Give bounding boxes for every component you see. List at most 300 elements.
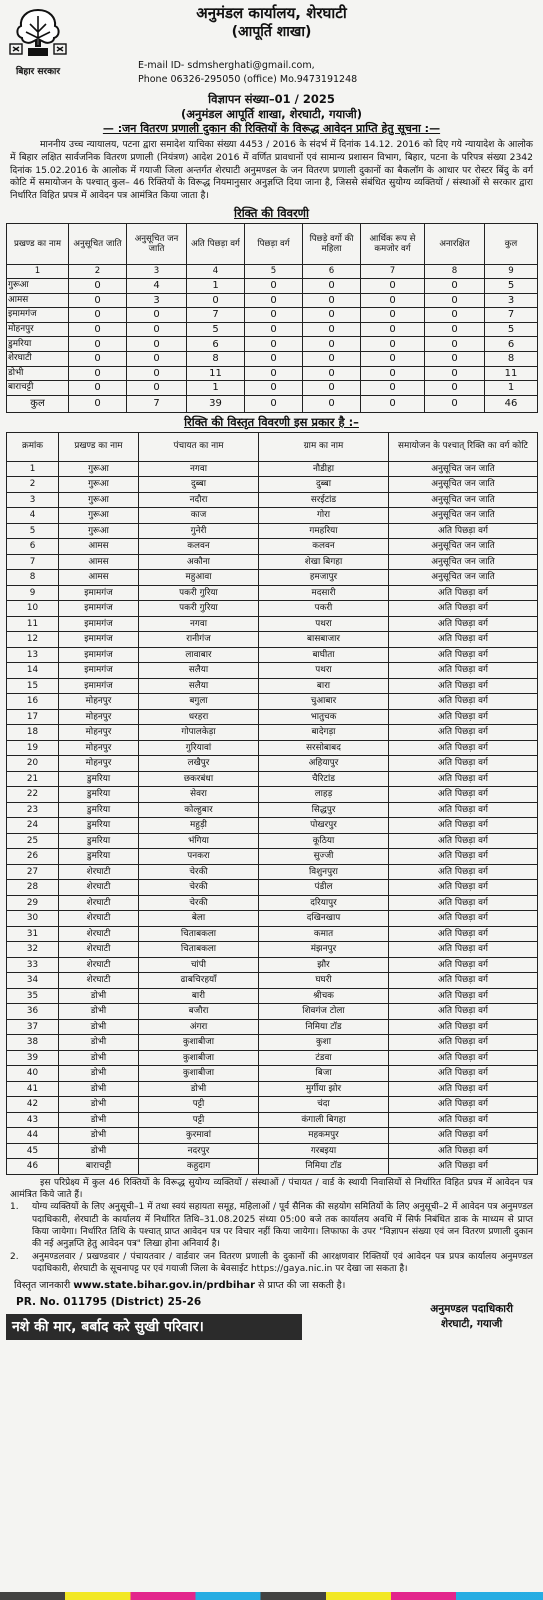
category-cell: अति पिछड़ा वर्ग bbox=[389, 1019, 538, 1035]
table-row bbox=[7, 539, 538, 555]
category-cell: अति पिछड़ा वर्ग bbox=[389, 818, 538, 834]
village-cell: पंडील bbox=[259, 880, 389, 896]
block-cell: डोभी bbox=[59, 1019, 139, 1035]
block-cell: मोहनपुर bbox=[59, 709, 139, 725]
serial-cell: 37 bbox=[7, 1019, 59, 1035]
note-number: 1. bbox=[10, 1202, 19, 1213]
panchayat-cell: बजौरा bbox=[139, 1004, 259, 1020]
serial-cell: 11 bbox=[7, 616, 59, 632]
block-cell: इमामगंज bbox=[59, 616, 139, 632]
category-cell: अति पिछड़ा वर्ग bbox=[389, 771, 538, 787]
office-name: अनुमंडल कार्यालय, शेरघाटी bbox=[196, 4, 347, 22]
notes-section bbox=[10, 1177, 533, 1275]
panchayat-cell: चांपी bbox=[139, 957, 259, 973]
note-number: 2. bbox=[10, 1251, 19, 1262]
block-cell: डुमरिया bbox=[59, 833, 139, 849]
village-cell: निमिया टॉड bbox=[259, 1159, 389, 1175]
table-row bbox=[7, 351, 538, 366]
block-cell: डोभी bbox=[59, 1112, 139, 1128]
table-header-cell: ग्राम का नाम bbox=[259, 432, 389, 461]
category-cell: अति पिछड़ा वर्ग bbox=[389, 585, 538, 601]
table-row bbox=[7, 278, 538, 293]
village-cell: दरियापुर bbox=[259, 895, 389, 911]
column-number-row bbox=[7, 264, 538, 278]
serial-cell: 45 bbox=[7, 1143, 59, 1159]
count-cell: 0 bbox=[361, 351, 425, 366]
category-cell: अति पिछड़ा वर्ग bbox=[389, 663, 538, 679]
block-cell: शेरघाटी bbox=[59, 895, 139, 911]
email-text: E-mail ID- sdmsherghati@gmail.com, bbox=[138, 60, 315, 71]
table-row bbox=[7, 1050, 538, 1066]
category-cell: अति पिछड़ा वर्ग bbox=[389, 802, 538, 818]
table-row bbox=[7, 508, 538, 524]
serial-cell: 28 bbox=[7, 880, 59, 896]
block-name-cell: डोभी bbox=[7, 366, 69, 381]
serial-cell: 3 bbox=[7, 492, 59, 508]
panchayat-cell: रानीगंज bbox=[139, 632, 259, 648]
column-number-cell: 5 bbox=[245, 264, 303, 278]
more-info-prefix: विस्तृत जानकारी bbox=[14, 1280, 71, 1292]
table-row bbox=[7, 585, 538, 601]
total-count-cell: 0 bbox=[69, 395, 127, 412]
block-cell: इमामगंज bbox=[59, 663, 139, 679]
category-cell: अनुसूचित जन जाति bbox=[389, 461, 538, 477]
village-cell: गोरा bbox=[259, 508, 389, 524]
block-cell: डुमरिया bbox=[59, 771, 139, 787]
panchayat-cell: छकरबंधा bbox=[139, 771, 259, 787]
village-cell: श्रीचक bbox=[259, 988, 389, 1004]
panchayat-cell: गुनेरी bbox=[139, 523, 259, 539]
website-link[interactable]: www.state.bihar.gov.in/prdbihar bbox=[73, 1280, 256, 1292]
category-cell: अति पिछड़ा वर्ग bbox=[389, 678, 538, 694]
count-cell: 7 bbox=[187, 308, 245, 323]
panchayat-cell: पट्टी bbox=[139, 1097, 259, 1113]
serial-cell: 19 bbox=[7, 740, 59, 756]
serial-cell: 31 bbox=[7, 926, 59, 942]
category-cell: अति पिछड़ा वर्ग bbox=[389, 1097, 538, 1113]
count-cell: 0 bbox=[245, 278, 303, 293]
count-cell: 0 bbox=[425, 337, 485, 352]
table-row bbox=[7, 461, 538, 477]
category-cell: अति पिछड़ा वर्ग bbox=[389, 1035, 538, 1051]
count-cell: 0 bbox=[425, 322, 485, 337]
panchayat-cell: बेला bbox=[139, 911, 259, 927]
category-cell: अति पिछड़ा वर्ग bbox=[389, 709, 538, 725]
village-cell: कमात bbox=[259, 926, 389, 942]
block-cell: शेरघाटी bbox=[59, 942, 139, 958]
block-cell: मोहनपुर bbox=[59, 694, 139, 710]
block-name-cell: बाराचट्टी bbox=[7, 381, 69, 396]
count-cell: 0 bbox=[361, 293, 425, 308]
serial-cell: 23 bbox=[7, 802, 59, 818]
intro-paragraph: माननीय उच्च न्यायालय, पटना द्वारा समादेश याचिका संख्या 4453 / 2016 के संदर्भ में दिनांक 14.12. 2016 को दिए गये न्यायादेश के आलोक में बिहार लक्षित सार्वजनिक वितरण प्रणाली (नियंत्रण) आदेश 2016 में वर्णित प्रावधानों एवं सामान्य प्रशासन विभाग, बिहार, पटना के परिपत्र संख्या 2342 दिनांक 15.02.2016 के आलोक में गयाजी जिला अन्तर्गत शेरघाटी अनुमण्डल के जन वितरण प्रणाली दुकानों का बैकलॉग के आधार पर रोस्टर बिंदु के वर्ग कोटि में समायोजन के पश्चात् कुल– 46 रिक्तियों के विरूद्ध नियमानुसार अनुज्ञप्ति दिया जाना है, जिससे संबंधित सुयोग्य व्यक्तियों / संस्थाओं से सरकार द्वारा निर्धारित विहित प्रपत्र में आवेदन पत्र आमंत्रित किया जाता है। bbox=[10, 139, 533, 202]
village-cell: झौर bbox=[259, 957, 389, 973]
table-row bbox=[7, 1143, 538, 1159]
table-row bbox=[7, 601, 538, 617]
logo-caption: बिहार सरकार bbox=[15, 67, 61, 77]
advert-number: विज्ञापन संख्या–01 / 2025 bbox=[208, 92, 335, 106]
count-cell: 0 bbox=[425, 366, 485, 381]
village-cell: कुशा bbox=[259, 1035, 389, 1051]
serial-cell: 9 bbox=[7, 585, 59, 601]
block-cell: गुरूआ bbox=[59, 477, 139, 493]
count-cell: 0 bbox=[303, 337, 361, 352]
total-count-cell: 39 bbox=[187, 395, 245, 412]
panchayat-cell: पकरी गुरिया bbox=[139, 585, 259, 601]
count-cell: 0 bbox=[303, 366, 361, 381]
category-cell: अति पिछड़ा वर्ग bbox=[389, 1112, 538, 1128]
serial-cell: 12 bbox=[7, 632, 59, 648]
village-cell: महकमपुर bbox=[259, 1128, 389, 1144]
panchayat-cell: सेवरा bbox=[139, 787, 259, 803]
block-cell: आमस bbox=[59, 554, 139, 570]
more-info-suffix: से प्राप्त की जा सकती है। bbox=[258, 1280, 346, 1292]
panchayat-cell: कहुदाग bbox=[139, 1159, 259, 1175]
panchayat-cell: अंगरा bbox=[139, 1019, 259, 1035]
village-cell: मदसारी bbox=[259, 585, 389, 601]
panchayat-cell: गुरियावां bbox=[139, 740, 259, 756]
serial-cell: 36 bbox=[7, 1004, 59, 1020]
total-count-cell: 7 bbox=[127, 395, 187, 412]
count-cell: 0 bbox=[425, 381, 485, 396]
contact-info bbox=[138, 59, 357, 87]
serial-cell: 44 bbox=[7, 1128, 59, 1144]
office-heading bbox=[6, 4, 537, 42]
category-cell: अति पिछड़ा वर्ग bbox=[389, 616, 538, 632]
serial-cell: 18 bbox=[7, 725, 59, 741]
serial-cell: 22 bbox=[7, 787, 59, 803]
category-cell: अति पिछड़ा वर्ग bbox=[389, 911, 538, 927]
panchayat-cell: नगवा bbox=[139, 461, 259, 477]
village-cell: गरबइया bbox=[259, 1143, 389, 1159]
category-cell: अति पिछड़ा वर्ग bbox=[389, 740, 538, 756]
serial-cell: 14 bbox=[7, 663, 59, 679]
serial-cell: 2 bbox=[7, 477, 59, 493]
serial-cell: 21 bbox=[7, 771, 59, 787]
category-cell: अनुसूचित जन जाति bbox=[389, 477, 538, 493]
village-cell: लाहड़ bbox=[259, 787, 389, 803]
category-cell: अति पिछड़ा वर्ग bbox=[389, 1081, 538, 1097]
table-row bbox=[7, 740, 538, 756]
count-cell: 3 bbox=[127, 293, 187, 308]
block-cell: आमस bbox=[59, 570, 139, 586]
village-cell: बारा bbox=[259, 678, 389, 694]
count-cell: 0 bbox=[69, 322, 127, 337]
count-cell: 0 bbox=[245, 337, 303, 352]
category-cell: अति पिछड़ा वर्ग bbox=[389, 632, 538, 648]
village-cell: शिवगंज टोला bbox=[259, 1004, 389, 1020]
count-cell: 0 bbox=[69, 381, 127, 396]
count-cell: 0 bbox=[127, 337, 187, 352]
note-item-2 bbox=[10, 1251, 533, 1276]
village-cell: सरईटांड bbox=[259, 492, 389, 508]
advert-branch: (अनुमंडल आपूर्ति शाखा, शेरघाटी, गयाजी) bbox=[181, 107, 362, 121]
village-cell: पोखरपुर bbox=[259, 818, 389, 834]
block-cell: डोभी bbox=[59, 988, 139, 1004]
village-cell: मंझनपुर bbox=[259, 942, 389, 958]
column-number-cell: 8 bbox=[425, 264, 485, 278]
table-row bbox=[7, 381, 538, 396]
table-row bbox=[7, 1066, 538, 1082]
village-cell: मुर्गीया झोर bbox=[259, 1081, 389, 1097]
category-cell: अति पिछड़ा वर्ग bbox=[389, 694, 538, 710]
detail-table-title: रिक्ति की विस्तृत विवरणी इस प्रकार है :– bbox=[184, 414, 359, 429]
table-row bbox=[7, 678, 538, 694]
count-cell: 6 bbox=[187, 337, 245, 352]
block-cell: शेरघाटी bbox=[59, 926, 139, 942]
count-cell: 0 bbox=[127, 322, 187, 337]
table-row bbox=[7, 1097, 538, 1113]
note-text: अनुमण्डलवार / प्रखण्डवार / पंचायतवार / वार्डवार जन वितरण प्रणाली के दुकानों की आरक्षणवार रिक्तियों एवं आवेदन पत्र प्रपत्र कार्यालय अनुमण्डल पदाधिकारी, शेरघाटी के सूचनापट्ट पर एवं गयाजी जिला के बेवसाईट https://gaya.nic.in पर देखा जा सकता है। bbox=[32, 1251, 533, 1274]
block-cell: डोभी bbox=[59, 1097, 139, 1113]
village-cell: विशुनपुरा bbox=[259, 864, 389, 880]
category-cell: अति पिछड़ा वर्ग bbox=[389, 1128, 538, 1144]
panchayat-cell: धरहरा bbox=[139, 709, 259, 725]
block-cell: डुमरिया bbox=[59, 787, 139, 803]
total-count-cell: 0 bbox=[303, 395, 361, 412]
block-cell: गुरूआ bbox=[59, 492, 139, 508]
count-cell: 8 bbox=[485, 351, 538, 366]
block-cell: डोभी bbox=[59, 1128, 139, 1144]
table-header-cell: आर्थिक रूप से कमजोर वर्ग bbox=[361, 223, 425, 264]
table-row bbox=[7, 523, 538, 539]
block-cell: मोहनपुर bbox=[59, 756, 139, 772]
village-cell: पथरा bbox=[259, 616, 389, 632]
table-row bbox=[7, 308, 538, 323]
count-cell: 0 bbox=[245, 322, 303, 337]
table-row bbox=[7, 756, 538, 772]
slogan-banner: नशे की मार, बर्बाद करे सुखी परिवार। bbox=[6, 1314, 302, 1340]
serial-cell: 32 bbox=[7, 942, 59, 958]
total-count-cell: 46 bbox=[485, 395, 538, 412]
serial-cell: 25 bbox=[7, 833, 59, 849]
table-header-cell: अनुसूचित जाति bbox=[69, 223, 127, 264]
count-cell: 0 bbox=[69, 366, 127, 381]
category-cell: अति पिछड़ा वर्ग bbox=[389, 725, 538, 741]
total-count-cell: 0 bbox=[425, 395, 485, 412]
village-cell: कलवन bbox=[259, 539, 389, 555]
column-number-cell: 9 bbox=[485, 264, 538, 278]
column-number-cell: 4 bbox=[187, 264, 245, 278]
block-cell: मोहनपुर bbox=[59, 725, 139, 741]
count-cell: 8 bbox=[187, 351, 245, 366]
table-header-cell: पंचायत का नाम bbox=[139, 432, 259, 461]
serial-cell: 38 bbox=[7, 1035, 59, 1051]
village-cell: गमहरिया bbox=[259, 523, 389, 539]
table-row bbox=[7, 802, 538, 818]
block-cell: शेरघाटी bbox=[59, 911, 139, 927]
serial-cell: 20 bbox=[7, 756, 59, 772]
serial-cell: 24 bbox=[7, 818, 59, 834]
category-cell: अति पिछड़ा वर्ग bbox=[389, 849, 538, 865]
count-cell: 0 bbox=[245, 308, 303, 323]
count-cell: 11 bbox=[187, 366, 245, 381]
serial-cell: 7 bbox=[7, 554, 59, 570]
serial-cell: 30 bbox=[7, 911, 59, 927]
table-row bbox=[7, 616, 538, 632]
table-row bbox=[7, 895, 538, 911]
total-count-cell: 0 bbox=[361, 395, 425, 412]
village-cell: पथरा bbox=[259, 663, 389, 679]
table-header-cell: कुल bbox=[485, 223, 538, 264]
village-cell: घघरी bbox=[259, 973, 389, 989]
village-cell: टंडवा bbox=[259, 1050, 389, 1066]
table-header-cell: अनारक्षित bbox=[425, 223, 485, 264]
phone-text: Phone 06326-295050 (office) Mo.9473191248 bbox=[138, 74, 358, 85]
serial-cell: 16 bbox=[7, 694, 59, 710]
count-cell: 0 bbox=[245, 381, 303, 396]
panchayat-cell: ढाबचिरहयाँ bbox=[139, 973, 259, 989]
table-row bbox=[7, 477, 538, 493]
category-cell: अनुसूचित जन जाति bbox=[389, 539, 538, 555]
total-row bbox=[7, 395, 538, 412]
count-cell: 0 bbox=[127, 308, 187, 323]
category-cell: अति पिछड़ा वर्ग bbox=[389, 523, 538, 539]
category-cell: अति पिछड़ा वर्ग bbox=[389, 880, 538, 896]
category-cell: अति पिछड़ा वर्ग bbox=[389, 647, 538, 663]
panchayat-cell: बारी bbox=[139, 988, 259, 1004]
serial-cell: 26 bbox=[7, 849, 59, 865]
block-name-cell: शेरघाटी bbox=[7, 351, 69, 366]
count-cell: 0 bbox=[69, 337, 127, 352]
table-row bbox=[7, 709, 538, 725]
serial-cell: 8 bbox=[7, 570, 59, 586]
block-cell: शेरघाटी bbox=[59, 880, 139, 896]
panchayat-cell: सलैया bbox=[139, 663, 259, 679]
serial-cell: 15 bbox=[7, 678, 59, 694]
village-cell: दखिनखाप bbox=[259, 911, 389, 927]
block-name-cell: आमस bbox=[7, 293, 69, 308]
column-number-cell: 3 bbox=[127, 264, 187, 278]
village-cell: बादेगड़ा bbox=[259, 725, 389, 741]
block-cell: इमामगंज bbox=[59, 632, 139, 648]
total-label-cell: कुल bbox=[7, 395, 69, 412]
table-row bbox=[7, 942, 538, 958]
category-cell: अति पिछड़ा वर्ग bbox=[389, 1050, 538, 1066]
table-row bbox=[7, 880, 538, 896]
table-row bbox=[7, 492, 538, 508]
block-name-cell: मोहनपुर bbox=[7, 322, 69, 337]
panchayat-cell: चिताबकला bbox=[139, 942, 259, 958]
count-cell: 0 bbox=[303, 322, 361, 337]
serial-cell: 6 bbox=[7, 539, 59, 555]
block-cell: डोभी bbox=[59, 1081, 139, 1097]
category-cell: अति पिछड़ा वर्ग bbox=[389, 973, 538, 989]
table-header-cell: समायोजन के पश्चात् रिक्ति का वर्ग कोटि bbox=[389, 432, 538, 461]
count-cell: 0 bbox=[425, 351, 485, 366]
table-row bbox=[7, 293, 538, 308]
village-cell: दुब्बा bbox=[259, 477, 389, 493]
block-cell: इमामगंज bbox=[59, 647, 139, 663]
category-cell: अति पिछड़ा वर्ग bbox=[389, 787, 538, 803]
count-cell: 0 bbox=[69, 308, 127, 323]
count-cell: 5 bbox=[485, 278, 538, 293]
table-row bbox=[7, 337, 538, 352]
village-cell: कूठिया bbox=[259, 833, 389, 849]
table-row bbox=[7, 787, 538, 803]
panchayat-cell: कुरमावां bbox=[139, 1128, 259, 1144]
count-cell: 0 bbox=[127, 351, 187, 366]
count-cell: 0 bbox=[425, 278, 485, 293]
serial-cell: 29 bbox=[7, 895, 59, 911]
panchayat-cell: कलवन bbox=[139, 539, 259, 555]
block-cell: डोभी bbox=[59, 1035, 139, 1051]
table-row bbox=[7, 1159, 538, 1175]
panchayat-cell: भंगिया bbox=[139, 833, 259, 849]
category-cell: अनुसूचित जन जाति bbox=[389, 554, 538, 570]
count-cell: 0 bbox=[361, 337, 425, 352]
block-cell: आमस bbox=[59, 539, 139, 555]
village-cell: चैरिटांड bbox=[259, 771, 389, 787]
category-cell: अनुसूचित जन जाति bbox=[389, 508, 538, 524]
panchayat-cell: गोपालकेड़ा bbox=[139, 725, 259, 741]
category-cell: अति पिछड़ा वर्ग bbox=[389, 1143, 538, 1159]
signatory-place: शेरघाटी, गयाजी bbox=[441, 1318, 503, 1331]
count-cell: 6 bbox=[485, 337, 538, 352]
column-number-cell: 6 bbox=[303, 264, 361, 278]
category-cell: अनुसूचित जन जाति bbox=[389, 570, 538, 586]
more-info-line bbox=[14, 1278, 529, 1291]
count-cell: 0 bbox=[361, 381, 425, 396]
advertisement-page bbox=[6, 4, 537, 1354]
table-row bbox=[7, 864, 538, 880]
detail-table-header-row bbox=[7, 432, 538, 461]
category-cell: अति पिछड़ा वर्ग bbox=[389, 601, 538, 617]
category-cell: अति पिछड़ा वर्ग bbox=[389, 926, 538, 942]
village-cell: सरसोबाबद bbox=[259, 740, 389, 756]
table-row bbox=[7, 725, 538, 741]
count-cell: 4 bbox=[127, 278, 187, 293]
serial-cell: 42 bbox=[7, 1097, 59, 1113]
block-cell: इमामगंज bbox=[59, 585, 139, 601]
count-cell: 0 bbox=[303, 351, 361, 366]
block-cell: गुरूआ bbox=[59, 523, 139, 539]
note-text: योग्य व्यक्तियों के लिए अनुसूची–1 में तथा स्वयं सहायता समूह, महिलाओं / पूर्व सैनिक की सहयोग समितियों के लिए अनुसूची–2 में आवेदन पत्र अनुमण्डल पदाधिकारी, शेरघाटी के कार्यालय में निर्धारित तिथि–31.08.2025 संध्या 05:00 बजे तक कार्यालय अवधि में सिर्फ निबंधित डाक के माध्यम से प्राप्त किया जायेगा। निर्धारित तिथि के पश्चात् प्राप्त आवेदन पत्र पर विचार नहीं किया जायेगा। लिफाफा के उपर "विज्ञापन संख्या एवं जन वितरण प्रणाली दुकान की नई अनुज्ञप्ति हेतु आवेदन पत्र" लिखा होना अनिवार्य है। bbox=[32, 1202, 533, 1250]
panchayat-cell: पकरी गुरिया bbox=[139, 601, 259, 617]
table-row bbox=[7, 1112, 538, 1128]
table-row bbox=[7, 663, 538, 679]
vacancy-summary-table bbox=[6, 223, 538, 413]
village-cell: बासबाजार bbox=[259, 632, 389, 648]
table-row bbox=[7, 988, 538, 1004]
village-cell: सिद्धपुर bbox=[259, 802, 389, 818]
panchayat-cell: डोभी bbox=[139, 1081, 259, 1097]
block-cell: बाराचट्टी bbox=[59, 1159, 139, 1175]
count-cell: 1 bbox=[485, 381, 538, 396]
table-row bbox=[7, 957, 538, 973]
serial-cell: 35 bbox=[7, 988, 59, 1004]
table-row bbox=[7, 694, 538, 710]
serial-cell: 27 bbox=[7, 864, 59, 880]
village-cell: नौडीहा bbox=[259, 461, 389, 477]
total-count-cell: 0 bbox=[245, 395, 303, 412]
panchayat-cell: काज bbox=[139, 508, 259, 524]
table-row bbox=[7, 632, 538, 648]
serial-cell: 33 bbox=[7, 957, 59, 973]
panchayat-cell: कुशाबीजा bbox=[139, 1066, 259, 1082]
block-cell: डुमरिया bbox=[59, 802, 139, 818]
header bbox=[6, 4, 537, 92]
village-cell: बिजा bbox=[259, 1066, 389, 1082]
detail-table-body bbox=[7, 461, 538, 1174]
count-cell: 0 bbox=[425, 308, 485, 323]
serial-cell: 34 bbox=[7, 973, 59, 989]
panchayat-cell: चेरकी bbox=[139, 864, 259, 880]
panchayat-cell: महुआवा bbox=[139, 570, 259, 586]
village-cell: भातुचक bbox=[259, 709, 389, 725]
village-cell: चुआबार bbox=[259, 694, 389, 710]
panchayat-cell: चेरकी bbox=[139, 895, 259, 911]
